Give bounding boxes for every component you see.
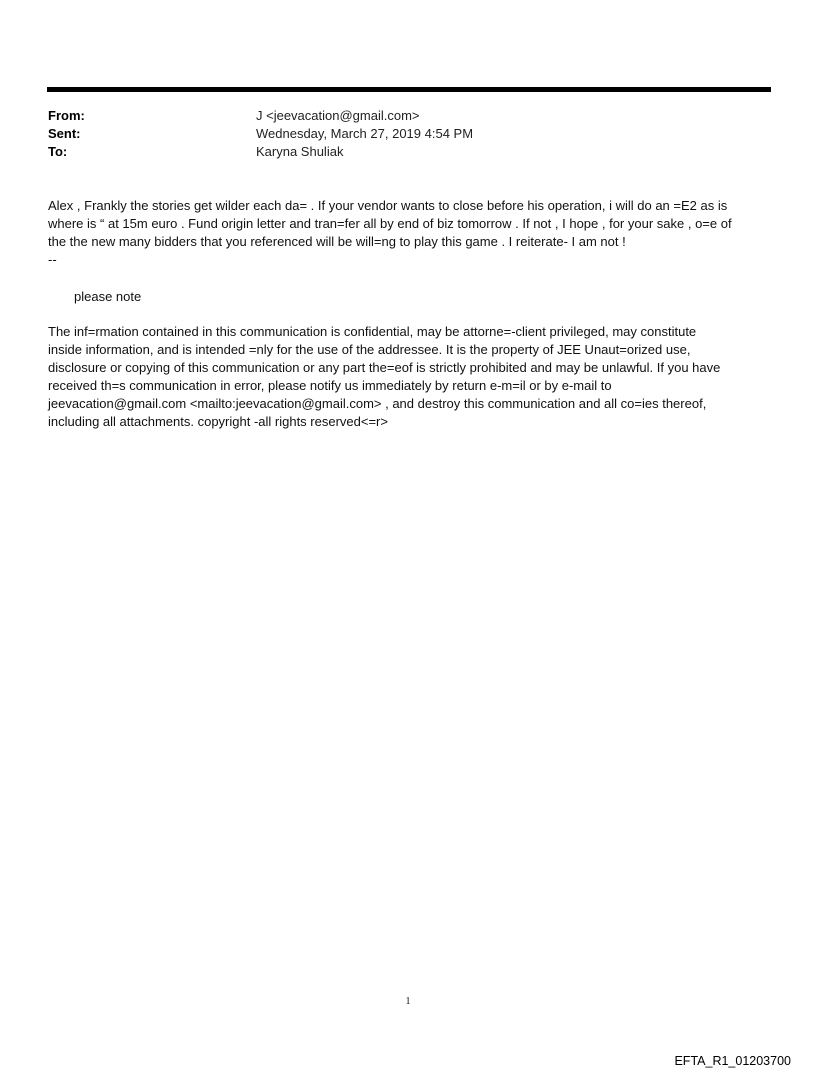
please-note-text: please note bbox=[74, 289, 142, 304]
to-row bbox=[48, 143, 768, 161]
sent-row bbox=[48, 125, 768, 143]
email-header bbox=[48, 107, 768, 161]
sent-label: Sent: bbox=[48, 126, 81, 141]
from-value: J <jeevacation@gmail.com> bbox=[256, 108, 420, 123]
confidentiality-disclaimer: The inf=rmation contained in this communication is confidential, may be attorne=-client privileged, may constitute inside information, and is intended =nly for the use of the addressee. It is the property of JEE Unaut=orized use, disclosure or copying of this communication or any part the=eof is strictly prohibited and may be unlawful. If you have received th=s communication in error, please notify us immediately by return e-m=il or by e-mail to jeevacation@gmail.com <mailto:jeevacation@gmail.com> , and destroy this communication and all co=ies thereof, including all attachments. copyright -all rights reserved<=r> bbox=[48, 324, 721, 429]
signature-separator: -- bbox=[48, 252, 57, 267]
page-number: 1 bbox=[405, 996, 411, 1007]
bates-number: EFTA_R1_01203700 bbox=[674, 1054, 791, 1068]
from-row bbox=[48, 107, 768, 125]
from-label: From: bbox=[48, 108, 85, 123]
to-value: Karyna Shuliak bbox=[256, 144, 344, 159]
header-rule bbox=[47, 87, 771, 92]
to-label: To: bbox=[48, 144, 68, 159]
email-body-paragraph: Alex , Frankly the stories get wilder each da= . If your vendor wants to close before his operation, i will do an =E2 as is where is “ at 15m euro . Fund origin letter and tran=fer all by end of biz tomorrow . If not , I hope , for your sake , o=e of the the new many bidders that you referenced will be will=ng to play this game . I reiterate- I am not ! bbox=[48, 198, 732, 249]
sent-value: Wednesday, March 27, 2019 4:54 PM bbox=[256, 126, 474, 141]
